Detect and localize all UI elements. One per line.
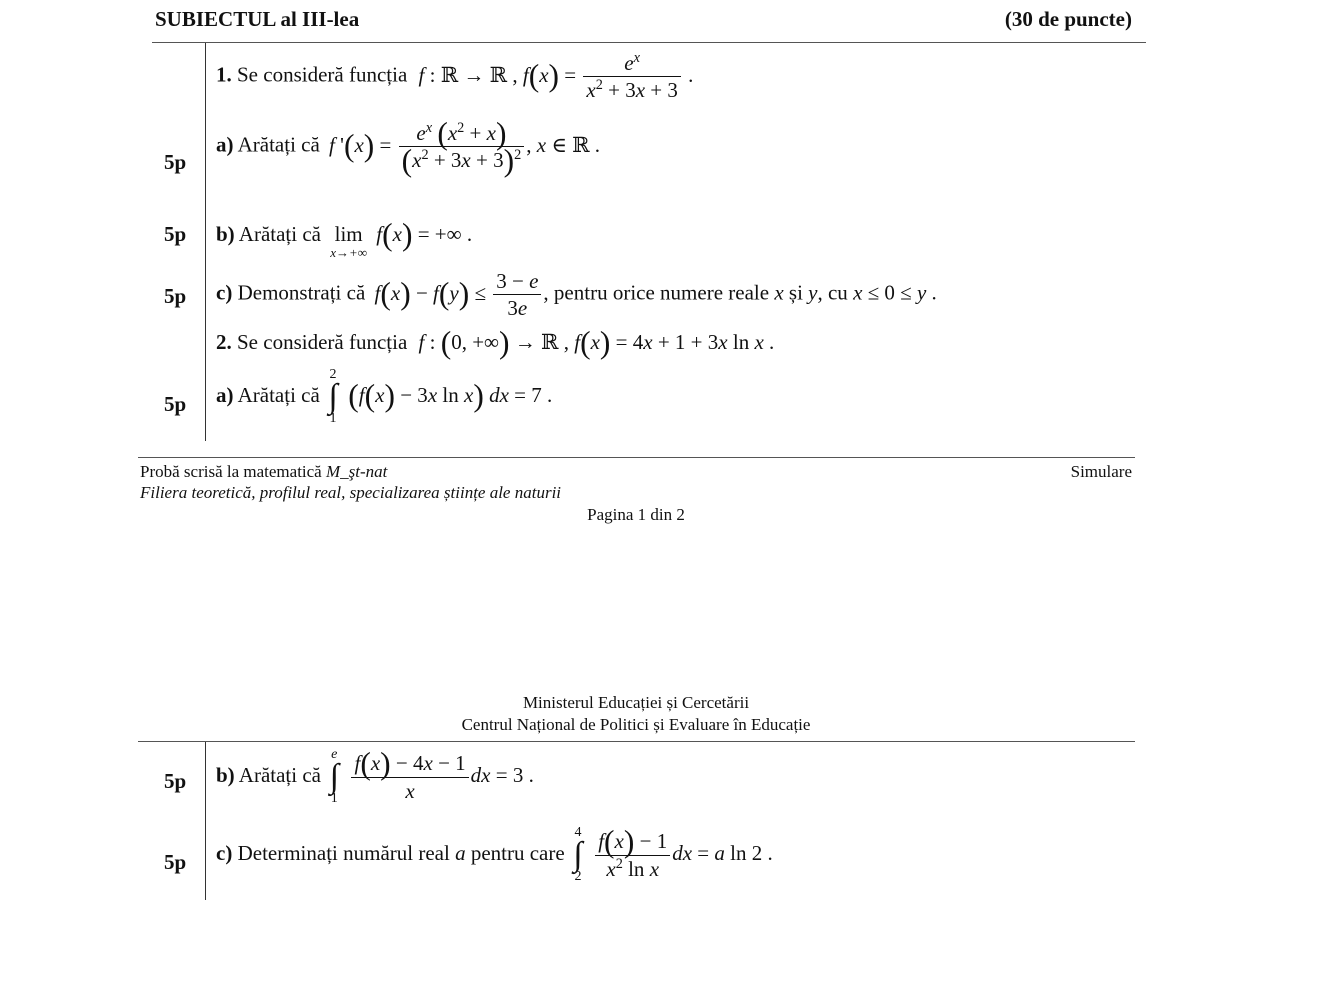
problem1-number: 1. <box>216 62 232 87</box>
problem2c-text: Determinați numărul real <box>237 840 450 865</box>
ministry-name: Ministerul Educației și Cercetării <box>522 693 750 712</box>
problem2a-text: Arătați că <box>237 382 320 407</box>
problem2-number: 2. <box>216 330 232 354</box>
problem1c-row <box>216 268 937 322</box>
problem2c-points: 5p <box>164 850 187 874</box>
problem1c-and: și <box>788 280 803 305</box>
problem2c-mid: pentru care <box>470 840 565 865</box>
problem1c-label: c) <box>216 280 233 305</box>
problem2-text: Se consideră funcția <box>237 330 408 354</box>
problem2c-formula: dx = a ln 2 . <box>672 840 773 865</box>
problem2b-label: b) <box>216 762 235 787</box>
problem1a-label: a) <box>216 132 234 157</box>
problem2b-points: 5p <box>164 769 187 793</box>
var-y: y <box>808 280 818 305</box>
footer-track-line: Filiera teoretică, profilul real, specializarea științe ale naturii <box>140 483 562 502</box>
problem1b-row <box>216 216 473 260</box>
fraction: $\frac{f(x) - 4x - 1}{x}$ <box>351 750 468 804</box>
problem1c-tail2: , cu <box>817 280 848 305</box>
problem1a-row <box>216 115 601 179</box>
section-title: SUBIECTUL al III-lea <box>155 7 360 31</box>
var-x: x <box>774 280 784 305</box>
header-rule <box>152 42 1146 43</box>
footer-rule <box>138 457 1135 458</box>
footer-simulation: Simulare <box>1070 462 1132 481</box>
problem1c-condition: x ≤ 0 ≤ y . <box>853 280 937 305</box>
problem2a-label: a) <box>216 382 234 407</box>
problem1c-tail1: , pentru orice numere reale <box>543 280 770 305</box>
footer-exam-line <box>140 462 387 482</box>
problem2a-row <box>216 368 552 426</box>
page2-header-rule <box>138 741 1135 742</box>
problem1-formula: f : ℝ → ℝ , f(x) = $\frac{e^x}{x^2 + 3x + 3}$ . <box>418 50 694 103</box>
problem1a-text: Arătați că <box>237 132 320 157</box>
integral-sign: 2 ∫ 1 <box>328 367 338 426</box>
problem1a-formula: f '(x) = $\frac{e^x (x^2 + x)}{(x^2 + 3x + 3)^2}$ , x ∈ ℝ . <box>329 115 601 179</box>
limit-operator: lim x→+∞ <box>330 222 368 260</box>
problem2b-text: Arătați că <box>238 762 321 787</box>
points-column-divider <box>205 43 206 441</box>
center-name: Centrul Național de Politici și Evaluare în Educație <box>461 715 811 734</box>
problem1b-label: b) <box>216 222 235 246</box>
integral-sign: 4 ∫ 2 <box>573 825 583 884</box>
problem1b-points: 5p <box>164 222 187 246</box>
problem2b-row <box>216 748 534 806</box>
problem1c-points: 5p <box>164 284 187 308</box>
problem1a-points: 5p <box>164 150 187 174</box>
problem2c-row <box>216 826 773 884</box>
problem2a-formula: (f(x) − 3x ln x) dx = 7 . <box>348 377 553 413</box>
footer-exam-text: Probă scrisă la matematică <box>140 462 322 481</box>
fraction: $\frac{f(x) - 1}{x^2 \ln x}$ <box>595 828 670 882</box>
problem1c-formula: f(x) − f(y) ≤ $\frac{3 - e}{3e}$ <box>375 281 544 305</box>
fraction: $\frac{e^x (x^2 + x)}{(x^2 + 3x + 3)^2}$ <box>399 120 525 174</box>
problem1b-formula: f(x) = +∞ . <box>376 216 473 252</box>
problem1-statement <box>216 50 693 104</box>
section-points: (30 de puncte) <box>1004 7 1132 31</box>
footer-exam-code: M_şt-nat <box>325 462 388 481</box>
page-number: Pagina 1 din 2 <box>587 505 685 524</box>
problem2a-points: 5p <box>164 392 187 416</box>
problem1b-text: Arătați că <box>238 222 321 246</box>
var-a: a <box>455 840 466 865</box>
problem2-statement <box>216 324 775 360</box>
problem1-text: Se consideră funcția <box>237 62 408 87</box>
integral-sign: e ∫ 1 <box>329 747 339 806</box>
problem2-formula: f : (0, +∞) → ℝ , f(x) = 4x + 1 + 3x ln x . <box>418 324 775 360</box>
problem2c-label: c) <box>216 840 233 865</box>
fraction: $\frac{3 - e}{3e}$ <box>493 268 541 322</box>
problem1c-text: Demonstrați că <box>237 280 366 305</box>
fraction: $\frac{e^x}{x^2 + 3x + 3}$ <box>583 50 680 104</box>
points-column-divider-page2 <box>205 742 206 900</box>
problem2b-formula: dx = 3 . <box>470 762 534 787</box>
